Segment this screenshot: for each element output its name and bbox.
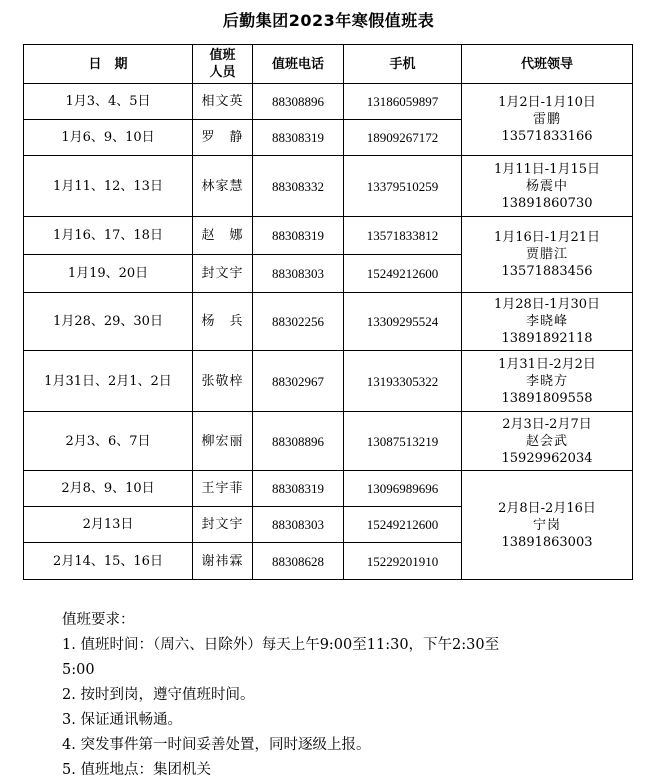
date-cell: 2月3、6、7日: [24, 412, 193, 471]
header-staff: 值班人员: [193, 45, 253, 84]
requirement-item: 5. 值班地点：集团机关: [62, 762, 211, 778]
leader-period: 1月16日-1月21日: [493, 230, 601, 245]
date-cell: 1月11、12、13日: [24, 156, 193, 217]
leader-phone: 13891809558: [501, 390, 593, 406]
date-cell: 2月13日: [24, 507, 193, 543]
table-row: [24, 351, 633, 412]
mobile-cell: 13087513219: [344, 412, 462, 471]
date-cell: 1月28、29、30日: [24, 293, 193, 351]
leader-period: 1月2日-1月10日: [498, 95, 596, 110]
date-cell: 2月8、9、10日: [24, 471, 193, 507]
staff-cell: 相文英: [193, 84, 253, 120]
header-tel: 值班电话: [253, 45, 344, 84]
document-title: 后勤集团2023年寒假值班表: [222, 11, 435, 30]
header-date: 日 期: [24, 45, 193, 84]
date-cell: 1月3、4、5日: [24, 84, 193, 120]
requirement-item: 1. 值班时间：（周六、日除外）每天上午9:00至11:30，下午2:30至: [62, 637, 500, 653]
staff-cell: 张敬梓: [193, 351, 253, 412]
staff-cell: 王宇菲: [193, 471, 253, 507]
leader-period: 1月11日-1月15日: [493, 161, 601, 177]
table-row: [24, 412, 633, 471]
staff-cell: 林家慧: [193, 156, 253, 217]
mobile-cell: 18909267172: [344, 120, 462, 156]
mobile-cell: 13571833812: [344, 217, 462, 255]
tel-cell: 88308303: [253, 255, 344, 293]
leader-period: 2月3日-2月7日: [502, 416, 592, 432]
leader-cell: [462, 412, 633, 471]
requirement-item: 4. 突发事件第一时间妥善处置，同时逐级上报。: [62, 737, 371, 753]
requirements-heading: 值班要求：: [62, 612, 135, 628]
duty-schedule-table: [23, 44, 633, 580]
staff-cell: 杨 兵: [193, 293, 253, 351]
leader-name: 赵会武: [525, 433, 568, 449]
mobile-cell: 13186059897: [344, 84, 462, 120]
leader-phone: 13891892118: [501, 331, 593, 346]
leader-cell: [462, 84, 633, 156]
header-leader: 代班领导: [462, 45, 633, 84]
table-row: [24, 293, 633, 351]
tel-cell: 88308319: [253, 217, 344, 255]
staff-cell: 柳宏丽: [193, 412, 253, 471]
leader-period: 1月28日-1月30日: [493, 297, 601, 312]
leader-name: 杨震中: [525, 178, 568, 194]
leader-period: 1月31日-2月2日: [498, 356, 596, 372]
leader-period: 2月8日-2月16日: [498, 500, 596, 516]
date-cell: 1月16、17、18日: [24, 217, 193, 255]
table-row: [24, 217, 633, 255]
table-row: [24, 156, 633, 217]
leader-phone: 13571833166: [501, 129, 593, 144]
leader-cell: [462, 351, 633, 412]
table-row: [24, 84, 633, 120]
leader-name: 宁岗: [532, 517, 561, 533]
staff-cell: 封文宇: [193, 507, 253, 543]
mobile-cell: 13309295524: [344, 293, 462, 351]
leader-cell: [462, 471, 633, 580]
date-cell: 2月14、15、16日: [24, 543, 193, 580]
requirement-item: 2. 按时到岗，遵守值班时间。: [62, 687, 255, 703]
header-mobile: 手机: [344, 45, 462, 84]
mobile-cell: 13379510259: [344, 156, 462, 217]
mobile-cell: 15229201910: [344, 543, 462, 580]
tel-cell: 88308319: [253, 471, 344, 507]
leader-cell: [462, 293, 633, 351]
mobile-cell: 15249212600: [344, 507, 462, 543]
leader-name: 李晓方: [525, 373, 568, 389]
tel-cell: 88308896: [253, 84, 344, 120]
leader-name: 贾腊江: [525, 247, 568, 262]
leader-cell: [462, 156, 633, 217]
table-header-row: [24, 45, 633, 84]
leader-name: 雷鹏: [532, 112, 561, 127]
mobile-cell: 15249212600: [344, 255, 462, 293]
staff-cell: 谢祎霖: [193, 543, 253, 580]
tel-cell: 88308896: [253, 412, 344, 471]
tel-cell: 88302256: [253, 293, 344, 351]
mobile-cell: 13096989696: [344, 471, 462, 507]
tel-cell: 88308319: [253, 120, 344, 156]
leader-phone: 13571883456: [501, 264, 593, 279]
tel-cell: 88302967: [253, 351, 344, 412]
staff-cell: 封文宇: [193, 255, 253, 293]
tel-cell: 88308303: [253, 507, 344, 543]
requirement-item: 3. 保证通讯畅通。: [62, 712, 182, 728]
leader-name: 李晓峰: [525, 314, 568, 329]
table-row: [24, 471, 633, 507]
leader-phone: 13891863003: [501, 534, 593, 550]
mobile-cell: 13193305322: [344, 351, 462, 412]
leader-phone: 15929962034: [501, 450, 593, 466]
leader-phone: 13891860730: [501, 195, 593, 211]
requirement-item-continuation: 5:00: [62, 662, 95, 678]
tel-cell: 88308628: [253, 543, 344, 580]
leader-cell: [462, 217, 633, 293]
tel-cell: 88308332: [253, 156, 344, 217]
date-cell: 1月31日、2月1、2日: [24, 351, 193, 412]
staff-cell: 罗 静: [193, 120, 253, 156]
duty-requirements: [62, 608, 622, 783]
date-cell: 1月6、9、10日: [24, 120, 193, 156]
staff-cell: 赵 娜: [193, 217, 253, 255]
date-cell: 1月19、20日: [24, 255, 193, 293]
